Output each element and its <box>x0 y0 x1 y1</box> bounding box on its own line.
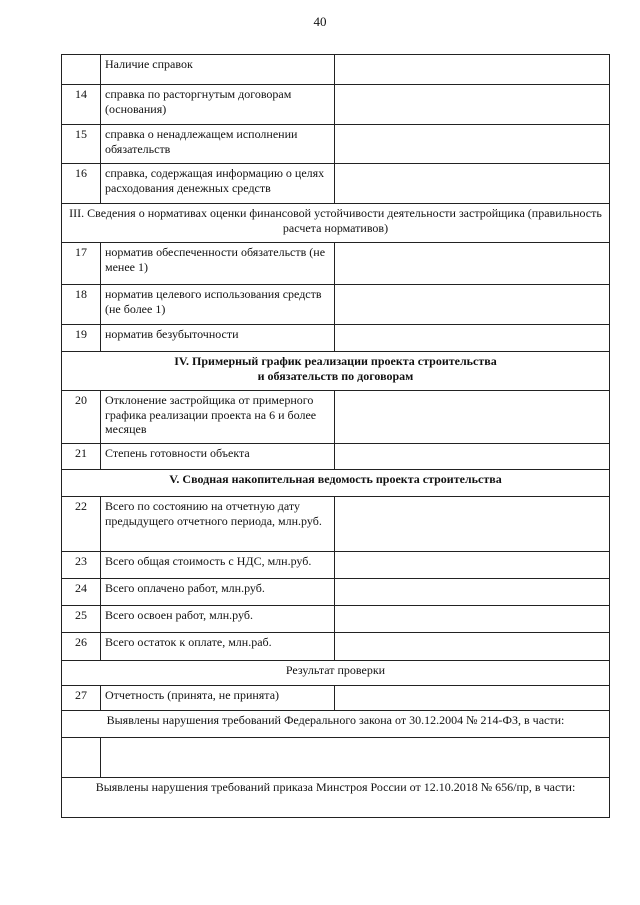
value-cell[interactable] <box>335 391 610 444</box>
row-label: Отклонение застройщика от примерного графика реализации проекта на 6 и более месяцев <box>101 391 335 444</box>
row-number: 23 <box>62 552 101 579</box>
row-number: 16 <box>62 164 101 204</box>
section-title: III. Сведения о нормативах оценки финансовой устойчивости деятельности застройщика (правильность расчета нормативов) <box>62 204 610 243</box>
value-cell[interactable] <box>335 606 610 633</box>
section-header-row <box>62 711 610 738</box>
row-label: Всего оплачено работ, млн.руб. <box>101 579 335 606</box>
table-row <box>62 164 610 204</box>
value-cell[interactable] <box>335 552 610 579</box>
section-header-row <box>62 352 610 391</box>
section-header-row <box>62 661 610 686</box>
row-number-cell <box>62 738 101 778</box>
violations-law-header: Выявлены нарушения требований Федерального закона от 30.12.2004 № 214-ФЗ, в части: <box>62 711 610 738</box>
table-row <box>62 552 610 579</box>
section-title-line: и обязательств по договорам <box>257 368 414 383</box>
value-cell[interactable] <box>335 579 610 606</box>
section-title: V. Сводная накопительная ведомость проекта строительства <box>62 470 610 497</box>
row-label: Всего общая стоимость с НДС, млн.руб. <box>101 552 335 579</box>
violations-law-input[interactable] <box>101 738 610 778</box>
section-title: Результат проверки <box>62 661 610 686</box>
row-label: справка о ненадлежащем исполнении обязательств <box>101 125 335 164</box>
violations-order-header: Выявлены нарушения требований приказа Минстроя России от 12.10.2018 № 656/пр, в части: <box>62 778 610 818</box>
row-number: 26 <box>62 633 101 661</box>
row-number: 15 <box>62 125 101 164</box>
value-cell[interactable] <box>335 125 610 164</box>
value-cell[interactable] <box>335 497 610 552</box>
row-label: Всего по состоянию на отчетную дату предыдущего отчетного периода, млн.руб. <box>101 497 335 552</box>
report-table <box>61 54 610 818</box>
row-number: 24 <box>62 579 101 606</box>
table-row <box>62 55 610 85</box>
row-number: 18 <box>62 285 101 325</box>
value-cell[interactable] <box>335 444 610 470</box>
row-label: Отчетность (принята, не принята) <box>101 686 335 711</box>
row-number: 22 <box>62 497 101 552</box>
table-row <box>62 391 610 444</box>
table-row <box>62 497 610 552</box>
section-header-row <box>62 778 610 818</box>
table-row <box>62 579 610 606</box>
section-title <box>62 352 610 391</box>
row-label: Всего остаток к оплате, млн.раб. <box>101 633 335 661</box>
row-label: справка по расторгнутым договорам (основания) <box>101 85 335 125</box>
value-cell[interactable] <box>335 686 610 711</box>
row-label: Степень готовности объекта <box>101 444 335 470</box>
table-row <box>62 125 610 164</box>
value-cell[interactable] <box>335 325 610 352</box>
table-row <box>62 325 610 352</box>
table-row <box>62 85 610 125</box>
table-row <box>62 633 610 661</box>
section-header-row <box>62 204 610 243</box>
value-cell[interactable] <box>335 285 610 325</box>
value-cell[interactable] <box>335 55 610 85</box>
row-number-cell <box>62 55 101 85</box>
table-row <box>62 606 610 633</box>
value-cell[interactable] <box>335 243 610 285</box>
row-label: справка, содержащая информацию о целях расходования денежных средств <box>101 164 335 204</box>
table-row <box>62 243 610 285</box>
value-cell[interactable] <box>335 85 610 125</box>
table-row <box>62 738 610 778</box>
value-cell[interactable] <box>335 633 610 661</box>
row-number: 25 <box>62 606 101 633</box>
section-title-line: IV. Примерный график реализации проекта строительства <box>174 354 497 368</box>
row-number: 17 <box>62 243 101 285</box>
table-row <box>62 285 610 325</box>
table-row <box>62 444 610 470</box>
row-label: Всего освоен работ, млн.руб. <box>101 606 335 633</box>
row-number: 19 <box>62 325 101 352</box>
row-label: норматив безубыточности <box>101 325 335 352</box>
row-label: норматив целевого использования средств (не более 1) <box>101 285 335 325</box>
value-cell[interactable] <box>335 164 610 204</box>
table-row <box>62 686 610 711</box>
row-number: 27 <box>62 686 101 711</box>
row-label: Наличие справок <box>101 55 335 85</box>
row-label: норматив обеспеченности обязательств (не менее 1) <box>101 243 335 285</box>
row-number: 20 <box>62 391 101 444</box>
row-number: 14 <box>62 85 101 125</box>
row-number: 21 <box>62 444 101 470</box>
page-number: 40 <box>313 14 327 29</box>
section-header-row <box>62 470 610 497</box>
